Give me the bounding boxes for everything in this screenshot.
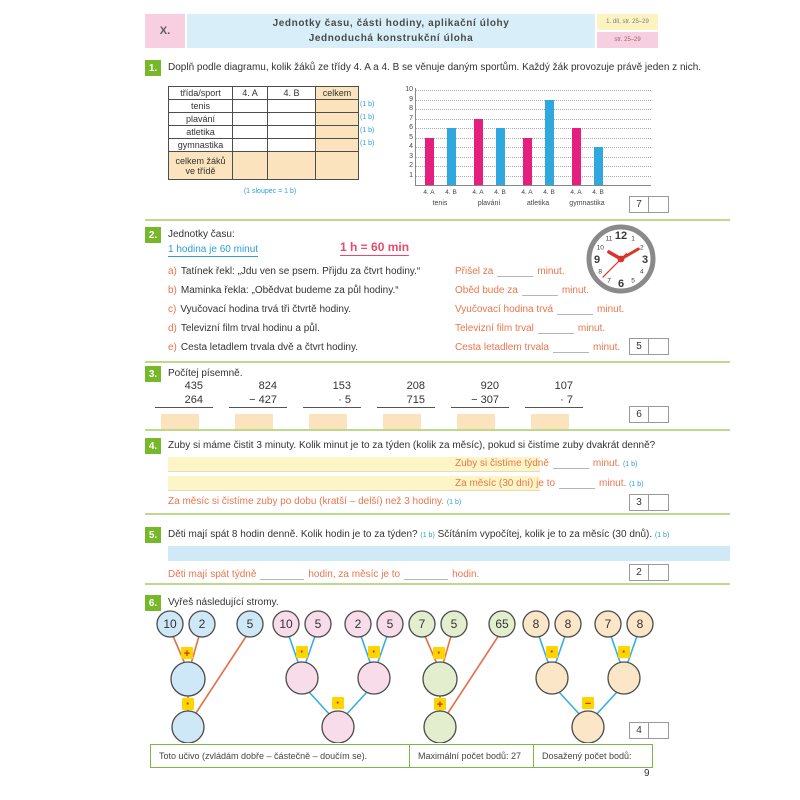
item-letter: c) (168, 304, 177, 315)
tree-node-empty (358, 662, 390, 694)
task4-answer-week (455, 458, 637, 469)
empty-cell (316, 139, 359, 152)
page-title-line2: Jednoduchá konstrukční úloha (308, 33, 474, 44)
points-label: (1 b) (360, 127, 375, 134)
chart-bar (523, 138, 532, 186)
tree-operator: + (436, 699, 444, 711)
tree-operator: · (299, 644, 305, 659)
category-label: gymnastika (569, 200, 605, 207)
category-label: atletika (526, 200, 550, 207)
score-box (629, 406, 669, 423)
score-empty (649, 338, 669, 355)
points-label: (1 b) (622, 461, 638, 468)
chart-gridline (415, 109, 651, 110)
row-label: plavání (169, 113, 233, 126)
table-row (169, 139, 359, 152)
item-text: Cesta letadlem trvala dvě a čtvrt hodiny. (180, 342, 359, 353)
answer-box (531, 414, 569, 430)
clock-numeral: 7 (607, 277, 611, 285)
clock-numeral: 1 (631, 235, 635, 243)
y-axis-tick-label: 9 (409, 95, 413, 103)
y-axis-tick-label: 10 (405, 86, 413, 93)
answer-post: hodin. (452, 569, 480, 580)
tree-value: 8 (636, 617, 644, 631)
bar-label: 4. B (445, 189, 457, 196)
answer-post: minut. (599, 478, 627, 489)
tree-value: 8 (532, 617, 540, 631)
task5-answer (168, 569, 479, 580)
score-box (629, 564, 669, 581)
table-header: 4. A (233, 87, 268, 100)
clock-numeral: 5 (631, 277, 635, 285)
tree-value: 5 (386, 617, 394, 631)
category-label: tenis (432, 200, 448, 207)
score-empty (649, 406, 669, 423)
answer-blank (557, 305, 593, 315)
answer-box (383, 414, 421, 430)
page-number: 9 (644, 768, 650, 779)
chart-gridline (415, 119, 651, 120)
answer-post: minut. (537, 266, 565, 277)
tree-value: 2 (198, 617, 206, 631)
table-row (169, 126, 359, 139)
points-label: (1 b) (360, 114, 375, 121)
tree-value: 7 (604, 617, 612, 631)
answer-blank (538, 324, 574, 334)
chart-bar (447, 128, 456, 185)
problem (525, 380, 583, 430)
tree-operator: · (371, 644, 377, 659)
tree-operator: · (621, 644, 627, 659)
operand-top: 208 (406, 380, 425, 392)
section-divider (145, 361, 730, 363)
tree-node-empty (171, 662, 205, 696)
problem (451, 380, 509, 430)
empty-cell (233, 152, 268, 180)
clock-numeral: 4 (639, 268, 644, 276)
empty-cell (233, 113, 268, 126)
points-label: (1 b) (654, 532, 670, 539)
task2-number: 2. (145, 227, 161, 243)
tree-value: 10 (279, 617, 293, 631)
empty-cell (316, 152, 359, 180)
empty-cell (233, 126, 268, 139)
item-letter: a) (168, 266, 177, 277)
tree-operator: · (335, 695, 341, 710)
chart-bar (425, 138, 434, 186)
tree-value: 8 (564, 617, 572, 631)
table-header: třída/sport (169, 87, 233, 100)
empty-cell (268, 152, 316, 180)
clock-numeral: 2 (639, 244, 644, 252)
task3-title: Počítej písemně. (168, 368, 243, 379)
answer-pre: Televizní film trval (455, 323, 534, 334)
bar-label: 4. A (521, 189, 533, 196)
chart-bar (572, 128, 581, 185)
score-value: 4 (629, 722, 649, 739)
task5-text1: Děti mají spát 8 hodin denně. Kolik hodin je to za týden? (168, 529, 418, 540)
table-row (169, 113, 359, 126)
note-text: Za měsíc si čistíme zuby po dobu (kratší – delší) než 3 hodiny. (168, 496, 445, 507)
row-label: tenis (169, 100, 233, 113)
operand-top: 824 (258, 380, 277, 392)
empty-cell (316, 113, 359, 126)
clock-numeral: 6 (617, 278, 625, 290)
answer-box (457, 414, 495, 430)
task5-text (168, 529, 728, 540)
empty-cell (268, 139, 316, 152)
row-label: gymnastika (169, 139, 233, 152)
table-row-total (169, 152, 359, 180)
empty-cell (268, 126, 316, 139)
item-text: Televizní film trval hodinu a půl. (180, 323, 320, 334)
table-row (169, 100, 359, 113)
score-empty (649, 494, 669, 511)
clock-numeral: 10 (596, 244, 604, 252)
bar-label: 4. B (494, 189, 506, 196)
section-divider (145, 513, 730, 515)
number-tree-3 (402, 608, 527, 743)
tree-node-empty (423, 662, 457, 696)
problem (229, 380, 287, 430)
problem (155, 380, 213, 430)
number-tree-1 (150, 608, 275, 743)
answer-pre: Přišel za (455, 266, 494, 277)
task6-title: Vyřeš následující stromy. (168, 597, 279, 608)
clock-numeral: 3 (641, 254, 649, 266)
score-box (629, 338, 669, 355)
operand-bottom: − 307 (451, 394, 509, 408)
tree-value: 5 (450, 617, 458, 631)
points-label: (1 b) (360, 101, 375, 108)
tree-node-empty (286, 662, 318, 694)
tree-value: 2 (354, 617, 362, 631)
tree-value: 65 (495, 617, 509, 631)
operand-bottom: · 7 (525, 394, 583, 408)
chart-bar (496, 128, 505, 185)
number-tree-2 (268, 608, 408, 743)
item-letter: b) (168, 285, 177, 296)
answer-mid: hodin, za měsíc je to (308, 569, 401, 580)
chart-bar (545, 100, 554, 186)
chart-gridline (415, 90, 651, 91)
score-value: 7 (629, 196, 649, 213)
empty-cell (233, 139, 268, 152)
tree-operator: − (584, 698, 592, 710)
answer-pre: Za měsíc (30 dní) je to (455, 478, 556, 489)
answer-box (235, 414, 273, 430)
y-axis-tick-label: 4 (409, 143, 413, 150)
answer-pre: Zuby si čistíme týdně (455, 458, 549, 469)
tree-value: 5 (314, 617, 322, 631)
tree-operator: · (185, 696, 191, 711)
answer-post: minut. (597, 304, 625, 315)
task4-text: Zuby si máme čistit 3 minuty. Kolik minut je to za týden (kolik za měsíc), pokud si čistíme zuby dvakrát denně? (168, 440, 656, 451)
clock-numeral: 12 (614, 230, 628, 242)
chart-bar (474, 119, 483, 186)
page-title-line1: Jednotky času, části hodiny, aplikační úlohy (272, 18, 510, 29)
bar-label: 4. A (423, 189, 435, 196)
points-label: (1 b) (360, 140, 375, 147)
answer-blank (553, 459, 589, 469)
clock-center (618, 256, 625, 263)
points-label: (1 b) (629, 481, 644, 488)
answer-blank (553, 343, 589, 353)
x-axis (415, 185, 651, 186)
tree-node-empty (172, 711, 204, 743)
empty-cell (268, 113, 316, 126)
y-axis-tick-label: 8 (409, 105, 413, 112)
tree-node-empty (322, 711, 354, 743)
y-axis-tick-label: 1 (409, 171, 413, 179)
answer-pre: Děti mají spát týdně (168, 569, 257, 580)
bar-label: 4. A (472, 189, 484, 196)
score-value: 2 (629, 564, 649, 581)
table-header: 4. B (268, 87, 316, 100)
chart-bar (594, 147, 603, 185)
score-box (629, 494, 669, 511)
y-axis-tick-label: 2 (409, 162, 413, 169)
footer-table (150, 744, 653, 768)
answer-post: minut. (577, 323, 606, 334)
operand-bottom: − 427 (229, 394, 287, 408)
score-empty (649, 722, 669, 739)
task2-item-b (168, 285, 728, 304)
task2-title: Jednotky času: (168, 229, 235, 240)
row-label: atletika (169, 126, 233, 139)
reference-badge-part1: 1. díl, str. 25–29 (597, 14, 658, 30)
clock-numeral: 9 (593, 254, 601, 266)
problem (303, 380, 361, 430)
empty-cell (233, 100, 268, 113)
answer-blank (260, 570, 304, 580)
empty-cell (316, 100, 359, 113)
points-label: (1 b) (420, 532, 435, 539)
answer-post: minut. (592, 458, 621, 469)
item-text: Maminka řekla: „Obědvat budeme za půl hodiny.“ (180, 285, 399, 296)
task2-item-c (168, 304, 728, 323)
answer-blank (497, 267, 533, 277)
clock-numeral: 11 (605, 235, 613, 243)
item-text: Tatínek řekl: „Jdu ven se psem. Přijdu za čtvrt hodiny.“ (180, 266, 421, 277)
task1-number: 1. (145, 60, 161, 76)
section-divider (145, 429, 730, 431)
task5-text2: Sčítáním vypočítej, kolik je to za měsíc (30 dnů). (437, 529, 653, 540)
max-points-cell: Maximální počet bodů: 27 (409, 745, 533, 767)
operand-top: 920 (480, 380, 499, 392)
empty-cell (268, 100, 316, 113)
operand-bottom: 715 (377, 394, 435, 408)
y-axis-tick-label: 7 (409, 114, 413, 122)
operand-top: 435 (184, 380, 203, 392)
y-axis-tick-label: 3 (409, 152, 413, 160)
written-problems (155, 380, 583, 430)
table-header: celkem (316, 87, 359, 100)
operand-top: 153 (332, 380, 351, 392)
answer-box (161, 414, 199, 430)
bar-label: 4. B (592, 189, 604, 196)
score-empty (649, 196, 669, 213)
tree-value: 7 (418, 617, 426, 631)
tree-operator: · (436, 645, 442, 660)
answer-pre: Cesta letadlem trvala (455, 342, 549, 353)
reference-badge-pages: str. 25–29 (597, 32, 658, 48)
task4-answer-month (455, 478, 643, 489)
table-note: (1 sloupec = 1 b) (243, 188, 297, 195)
achieved-points-cell: Dosažený počet bodů: (533, 745, 652, 767)
points-label: (1 b) (446, 499, 462, 506)
y-axis (415, 88, 416, 185)
tree-node-empty (572, 711, 604, 743)
bar-chart (403, 86, 663, 216)
score-empty (649, 564, 669, 581)
task4-number: 4. (145, 438, 161, 454)
y-axis-tick-label: 5 (409, 133, 413, 141)
chapter-badge: X. (145, 14, 185, 48)
bar-label: 4. B (543, 189, 555, 196)
score-box (629, 722, 669, 739)
score-value: 3 (629, 494, 649, 511)
chart-gridline (415, 100, 651, 101)
item-letter: d) (168, 323, 177, 334)
score-value: 5 (629, 338, 649, 355)
answer-post: minut. (592, 342, 621, 353)
answer-pre: Vyučovací hodina trvá (455, 304, 554, 315)
bar-label: 4. A (570, 189, 582, 196)
answer-blank (522, 286, 558, 296)
rule-hour-minutes: 1 hodina je 60 minut (168, 244, 259, 255)
tree-value: 5 (246, 617, 254, 631)
tree-node-empty (608, 662, 640, 694)
task3-number: 3. (145, 366, 161, 382)
item-text: Vyučovací hodina trvá tři čtvrtě hodiny. (180, 304, 351, 315)
sports-table (168, 86, 359, 180)
work-blank (168, 546, 730, 561)
answer-pre: Oběd bude za (455, 285, 518, 296)
category-label: plavání (477, 200, 501, 207)
rule-h-min: 1 h = 60 min (340, 240, 410, 254)
empty-cell (316, 126, 359, 139)
answer-blank (404, 570, 448, 580)
task1-text: Doplň podle diagramu, kolik žáků ze třídy 4. A a 4. B se věnuje daným sportům. Každý žák provozuje právě jeden z nich. (168, 62, 702, 73)
operand-bottom: · 5 (303, 394, 361, 408)
problem (377, 380, 435, 430)
score-value: 6 (629, 406, 649, 423)
clock-numeral: 8 (598, 268, 603, 276)
operand-top: 107 (554, 380, 573, 392)
tree-value: 10 (163, 617, 177, 631)
task6-number: 6. (145, 595, 161, 611)
task4-note (168, 496, 461, 507)
row-label: celkem žáků ve třídě (169, 152, 233, 180)
tree-operator: · (549, 644, 555, 659)
tree-node-empty (536, 662, 568, 694)
task5-number: 5. (145, 527, 161, 543)
answer-box (309, 414, 347, 430)
section-divider (145, 583, 730, 585)
tree-operator: + (183, 648, 191, 660)
answer-blank (559, 479, 595, 489)
score-box (629, 196, 669, 213)
self-assessment-cell: Toto učivo (zvládám dobře – částečně – doučím se). (159, 751, 368, 761)
page-title (187, 14, 595, 48)
answer-post: minut. (561, 285, 590, 296)
item-letter: e) (168, 342, 177, 353)
operand-bottom: 264 (155, 394, 213, 408)
tree-node-empty (424, 711, 456, 743)
y-axis-tick-label: 6 (409, 124, 413, 131)
task2-item-a (168, 266, 728, 285)
